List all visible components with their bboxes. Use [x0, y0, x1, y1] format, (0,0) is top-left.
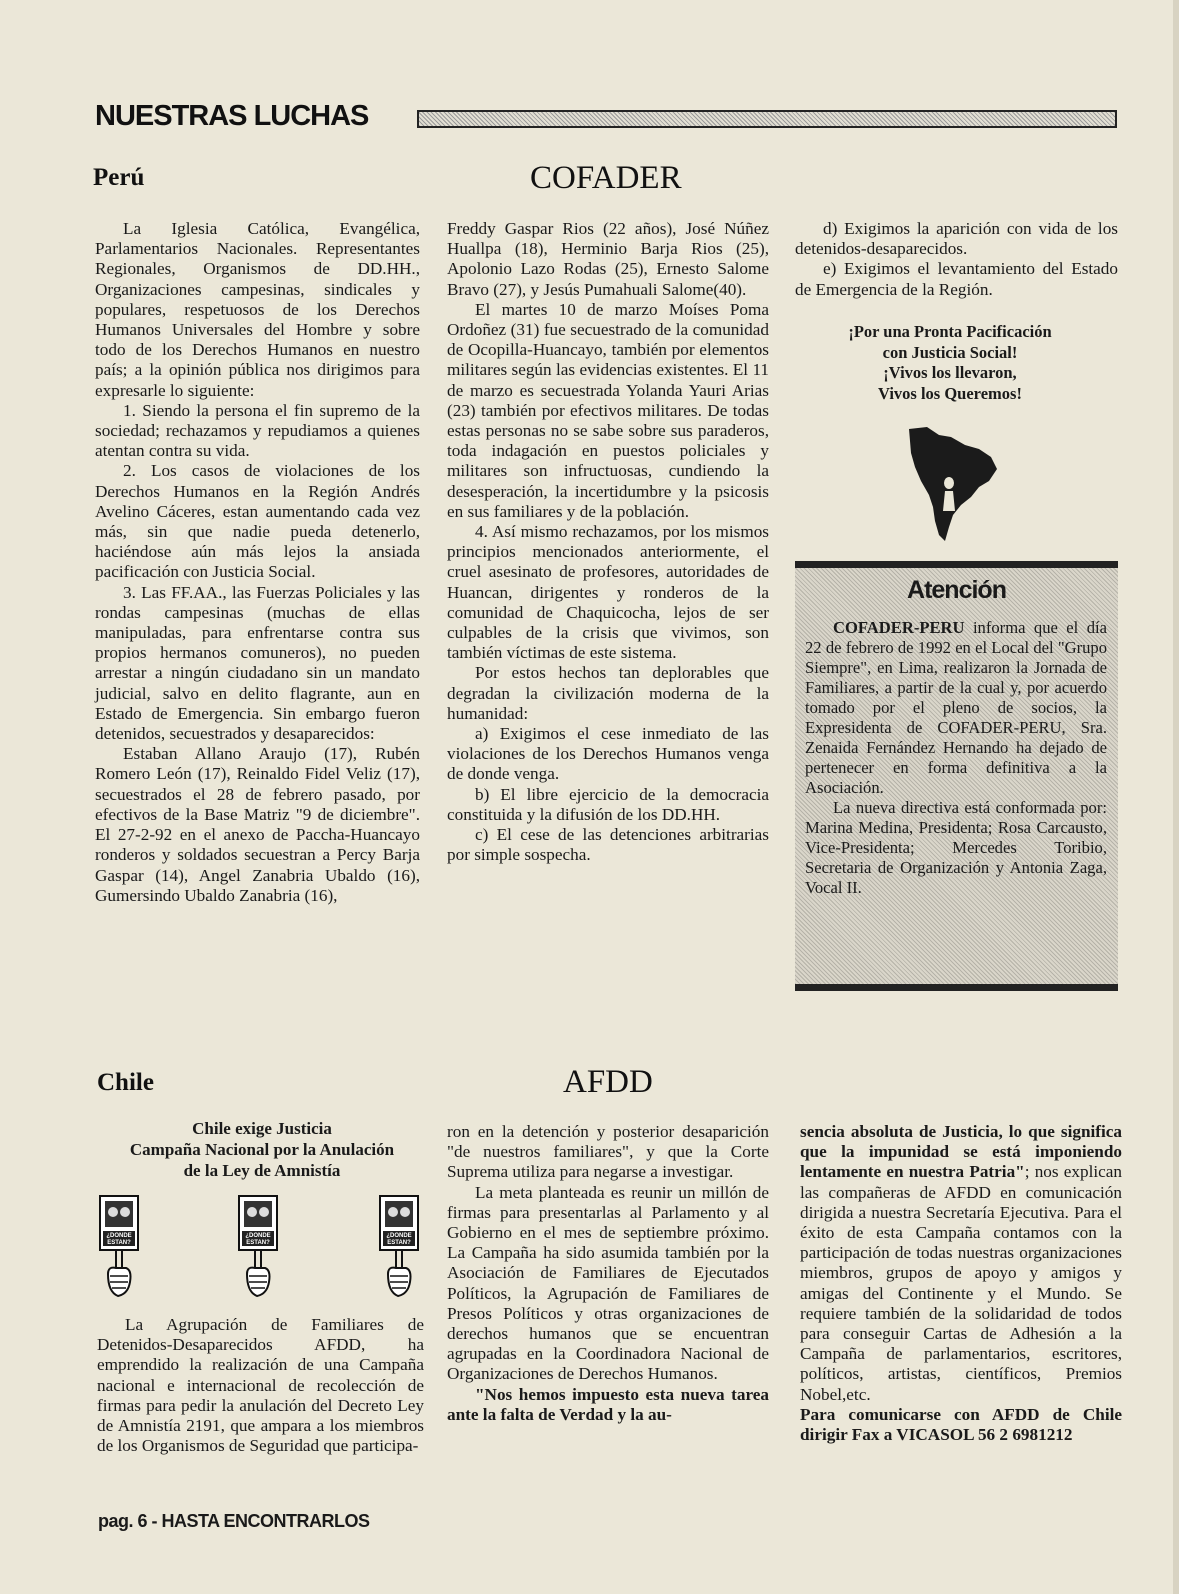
paragraph: Estaban Allano Araujo (17), Rubén Romero León (17), Reinaldo Fidel Veliz (17), secuestrados el 28 de febrero pasado, por efectivos de la Base Matriz "9 de diciembre". El 27-2-92 en el anexo de Paccha-Huancayo ronderos y soldados secuestran a Percy Barja Gaspar (14), Angel Zanabria Ubaldo (16), Gumersindo Ubaldo Zanabria (16),	[95, 744, 420, 905]
paragraph: e) Exigimos el levantamiento del Estado de Emergencia de la Región.	[795, 259, 1118, 299]
section-title-afdd: AFDD	[563, 1064, 653, 1100]
cofader-column-2	[447, 219, 769, 866]
svg-text:ESTAN?: ESTAN?	[246, 1240, 270, 1246]
section-label-chile: Chile	[97, 1069, 154, 1096]
paragraph: Por estos hechos tan deplorables que degradan la civilización moderna de la humanidad:	[447, 663, 769, 723]
svg-text:¿DONDE: ¿DONDE	[245, 1233, 271, 1239]
paragraph: b) El libre ejercicio de la democracia constituida y la difusión de los DD.HH.	[447, 784, 769, 824]
heading-line: de la Ley de Amnistía	[183, 1161, 341, 1180]
notice-title: Atención	[907, 576, 1006, 604]
notice-text	[805, 618, 1107, 898]
notice-paragraph: La nueva directiva está conformada por: Marina Medina, Presidenta; Rosa Carcausto, Vice-Presidenta; Mercedes Toribio, Secretaria de Organización y Antonia Zaga, Vocal II.	[805, 798, 1107, 897]
slogan	[800, 322, 1100, 404]
cofader-column-1	[95, 219, 420, 906]
paragraph: La meta planteada es reunir un millón de firmas para presentarlas al Parlamento y al Gobierno en el mes de septiembre próximo. La Campaña ha sido asumida también por la Asociación de Familiares de Ejecutados Políticos, la Agrupación de Familiares de Presos Políticos y otras organizaciones de derechos humanos que se encuentran agrupadas en la Coordinadora Nacional de Organizaciones de Derechos Humanos.	[447, 1182, 769, 1384]
paragraph: "Nos hemos impuesto esta nueva tarea ante la falta de Verdad y la au-	[447, 1384, 769, 1424]
protest-poster-icon	[237, 1194, 279, 1298]
page-edge	[1173, 0, 1179, 1594]
svg-text:ESTAN?: ESTAN?	[107, 1240, 131, 1246]
heading-line: Campaña Nacional por la Anulación	[129, 1140, 395, 1159]
paragraph: a) Exigimos el cese inmediato de las violaciones de los Derechos Humanos venga de donde venga.	[447, 724, 769, 784]
svg-text:¿DONDE: ¿DONDE	[106, 1233, 132, 1239]
slogan-line: Vivos los Queremos!	[878, 383, 1022, 403]
heading-line: Chile exige Justicia	[192, 1119, 332, 1138]
paragraph: La Iglesia Católica, Evangélica, Parlamentarios Nacionales. Representantes Regionales, Organismos de DD.HH., Organizaciones campesinas, sindicales y populares, respetuosos de los Derechos Humanos Universales del Hombre y sobre todo de los Derechos Humanos en nuestro país; a la opinión pública nos dirigimos para expresarle lo siguiente:	[95, 219, 420, 400]
atencion-notice-box	[795, 561, 1118, 991]
header-rule-bar	[417, 110, 1117, 128]
notice-org: COFADER-PERU	[833, 618, 965, 637]
section-title-cofader: COFADER	[530, 160, 682, 196]
paragraph: Freddy Gaspar Rios (22 años), José Núñez Huallpa (18), Herminio Barja Rios (25), Apolonio Lazo Rodas (25), Ernesto Salome Bravo (27), y Jesús Pumahuali Salome(40).	[447, 219, 769, 299]
paragraph: c) El cese de las detenciones arbitrarias por simple sospecha.	[447, 825, 769, 865]
protest-poster-icon	[378, 1194, 420, 1298]
slogan-line: ¡Por una Pronta Pacificación	[848, 322, 1052, 341]
slogan-line: con Justicia Social!	[882, 342, 1018, 362]
paragraph: La Agrupación de Familiares de Detenidos-Desaparecidos AFDD, ha emprendido la realización de una Campaña nacional e internacional de recolección de firmas para pedir la anulación del Decreto Ley de Amnistía 2191, que ampara a los miembros de los Organismos de Seguridad que participa-	[97, 1315, 424, 1456]
south-america-map-icon	[905, 425, 1000, 543]
protest-poster-icon	[98, 1194, 140, 1298]
paragraph: 3. Las FF.AA., las Fuerzas Policiales y las rondas campesinas (muchas de ellas manipuladas, para enfrentarse contra sus propios hermanos comuneros), no pueden arrestar a ningún ciudadano sin un mandato judicial, salvo en delito flagrante, aun en Estado de Emergencia. Sin embargo fueron detenidos, secuestrados y desaparecidos:	[95, 582, 420, 744]
svg-text:ESTAN?: ESTAN?	[387, 1240, 411, 1246]
svg-text:¿DONDE: ¿DONDE	[386, 1233, 412, 1239]
paragraph: ; nos explican las compañeras de AFDD en comunicación dirigida a nuestra Secretaría Ejecutiva. Para el éxito de esta Campaña contamos con la participación de todas nuestras organizaciones miembros, grupos de apoyo y amigos y amigas del Continente y el Mundo. Se requiere también de la solidaridad de todos para conseguir Cartas de Adhesión a la Campaña de parlamentarios, escritores, políticos, artistas, científicos, Premios Nobel,etc.	[800, 1162, 1122, 1404]
paragraph: ron en la detención y posterior desaparición "de nuestros familiares", y que la Corte Suprema utiliza para negarse a investigar.	[447, 1122, 769, 1182]
slogan-line: ¡Vivos los llevaron,	[883, 363, 1017, 382]
paragraph: El martes 10 de marzo Moíses Poma Ordoñez (31) fue secuestrado de la comunidad de Ocopilla-Huancayo, también por elementos militares según las evidencias existentes. El 11 de marzo es secuestrada Yolanda Yauri Arias (23) también por efectivos militares. De todas estas personas no se sabe sobre sus paraderos, toda indagación en puestos policiales y militares son infructuosas, cundiendo la desesperación, la incertidumbre y la psicosis en sus familiares y de la población.	[447, 299, 769, 521]
paragraph: 1. Siendo la persona el fin supremo de la sociedad; rechazamos y repudiamos a quienes atentan contra su vida.	[95, 400, 420, 461]
paragraph: 4. Así mismo rechazamos, por los mismos principios mencionados anteriormente, el cruel asesinato de profesores, autoridades de Huancan, dirigentes y ronderos de la comunidad de Chaquicocha, lejos de ser culpables de la crisis que vivimos, son también víctimas de este sistema.	[447, 522, 769, 663]
contact-info: Para comunicarse con AFDD de Chile dirigir Fax a VICASOL 56 2 6981212	[800, 1404, 1122, 1445]
afdd-column-3	[800, 1122, 1122, 1445]
afdd-column-2	[447, 1122, 769, 1425]
quote-text: sencia absoluta de Justicia, lo que significa que la impunidad se está imponiendo lentamente en nuestra Patria"	[800, 1122, 1122, 1182]
page-header-title: NUESTRAS LUCHAS	[95, 100, 369, 132]
page-footer: pag. 6 - HASTA ENCONTRARLOS	[98, 1511, 370, 1531]
afdd-column-1	[97, 1315, 424, 1456]
notice-paragraph: informa que el día 22 de febrero de 1992 en el Local del "Grupo Siempre", en Lima, realizaron la Jornada de Familiares, a partir de la cual y, por acuerdo tomado por el pleno de socios, la Expresidenta de COFADER-PERU, Sra. Zenaida Fernández Hernando ha dejado de pertenecer en forma definitiva a la Asociación.	[805, 618, 1107, 797]
cofader-column-3	[795, 219, 1118, 300]
paragraph: d) Exigimos la aparición con vida de los detenidos-desaparecidos.	[795, 219, 1118, 259]
section-label-peru: Perú	[93, 164, 145, 191]
paragraph: 2. Los casos de violaciones de los Derechos Humanos en la Región Andrés Avelino Cáceres, estan aumentando cada vez más, sin que nadie pueda detenerlo, haciéndose aún más lejos la ansiada pacificación con Justicia Social.	[95, 461, 420, 582]
chile-campaign-heading	[97, 1118, 427, 1181]
